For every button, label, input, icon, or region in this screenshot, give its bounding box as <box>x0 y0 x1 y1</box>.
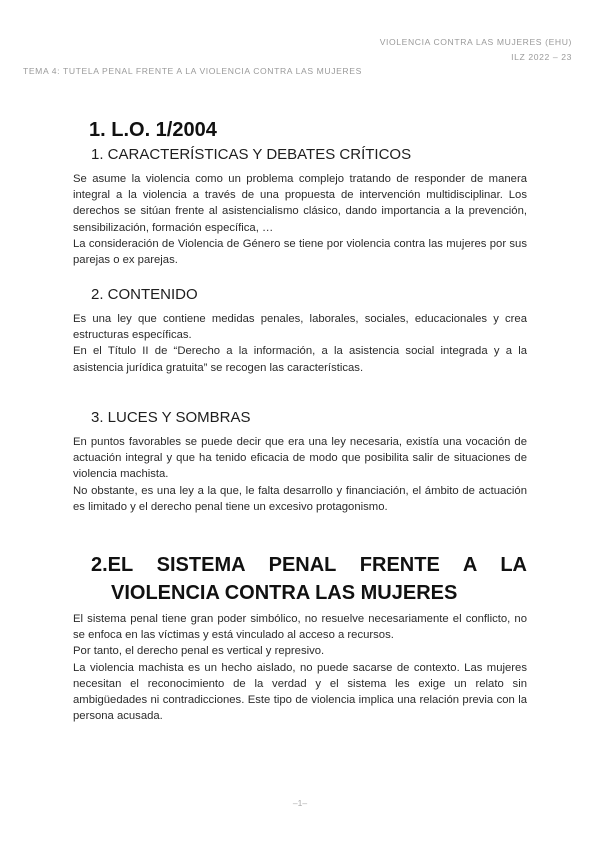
paragraph: En el Título II de “Derecho a la información, a la asistencia social integrada y a la asistencia jurídica gratuita” se recogen las características. <box>73 345 527 374</box>
subsection-3-title: 3. LUCES Y SOMBRAS <box>91 409 251 426</box>
paragraph: Por tanto, el derecho penal es vertical y represivo. <box>73 645 325 658</box>
paragraph: La violencia machista es un hecho aislado, no puede sacarse de contexto. Las mujeres necesitan el reconocimiento de la verdad y el sistema les exige un relato sin ambigüedades ni contradicciones. Este tipo de violencia implica una relación previa con la persona acusada. <box>73 661 527 723</box>
subsection-1-text <box>73 171 527 268</box>
subsection-1-title: 1. CARACTERÍSTICAS Y DEBATES CRÍTICOS <box>91 146 412 163</box>
paragraph: La consideración de Violencia de Género se tiene por violencia contra las mujeres por sus parejas o ex parejas. <box>73 237 527 267</box>
paragraph: En puntos favorables se puede decir que era una ley necesaria, existía una vocación de actuación integral y que ha tenido eficacia de modo que posibilita salir de situaciones de violencia machista. <box>73 436 527 481</box>
paragraph: Se asume la violencia como un problema complejo tratando de responder de manera integral a la violencia a través de una propuesta de intervención multidisciplinar. Los derechos se sitúan frente al asistencialismo clásico, dando importancia a la prevención, sensibilización, formación específica, … <box>73 173 527 234</box>
paragraph: Es una ley que contiene medidas penales, laborales, sociales, educacionales y crea estructuras específicas. <box>73 313 527 342</box>
subsection-2-text <box>73 311 527 376</box>
section-2-title <box>91 551 527 607</box>
subsection-3-text <box>73 434 527 515</box>
paragraph: No obstante, es una ley a la que, le falta desarrollo y financiación, el ámbito de actuación es limitado y el derecho penal tiene un excesivo protagonismo. <box>73 484 527 513</box>
page-number: –1– <box>292 798 308 808</box>
section-2-text <box>73 611 527 724</box>
paragraph: El sistema penal tiene gran poder simbólico, no resuelve necesariamente el conflicto, no se enfoca en las víctimas y está vinculado al acceso a recursos. <box>73 613 527 642</box>
term-header: ILZ 2022 – 23 <box>511 52 572 62</box>
subsection-2-title: 2. CONTENIDO <box>91 286 198 303</box>
section-2-title-line-2: VIOLENCIA CONTRA LAS MUJERES <box>111 582 458 604</box>
topic-header: TEMA 4: TUTELA PENAL FRENTE A LA VIOLENCIA CONTRA LAS MUJERES <box>23 66 362 76</box>
section-2-title-line-1: 2.EL SISTEMA PENAL FRENTE A LA <box>91 554 527 576</box>
section-1-title: 1. L.O. 1/2004 <box>89 119 217 141</box>
course-header: VIOLENCIA CONTRA LAS MUJERES (EHU) <box>379 37 572 47</box>
